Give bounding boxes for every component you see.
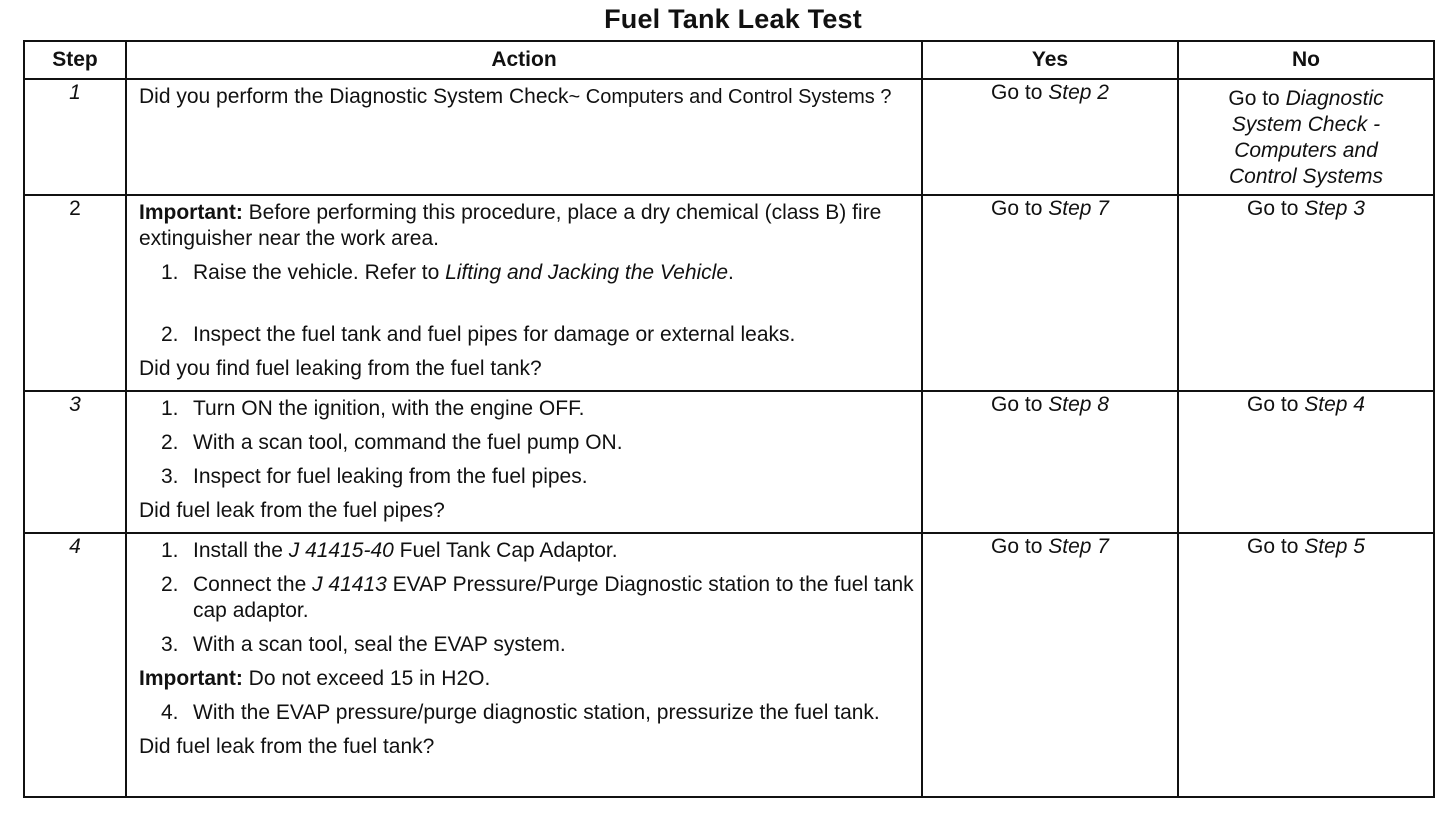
step-number: 1 (24, 79, 126, 195)
tool-reference: J 41415-40 (288, 539, 394, 563)
no-link[interactable]: Step 4 (1304, 393, 1365, 417)
list-item: 3. With a scan tool, seal the EVAP system. (161, 633, 566, 657)
page-title: Fuel Tank Leak Test (604, 4, 862, 34)
no-cell: Go to Step 5 (1178, 533, 1434, 797)
list-item: 1. Install the J 41415-40 Fuel Tank Cap Adaptor. (161, 539, 618, 563)
list-item: 4. With the EVAP pressure/purge diagnostic station, pressurize the fuel tank. (161, 701, 880, 725)
question-text: Did fuel leak from the fuel pipes? (139, 499, 445, 523)
important-note: Important: Before performing this procedure, place a dry chemical (class B) fire extinguisher near the work area. (139, 201, 882, 251)
no-link[interactable]: Step 5 (1304, 535, 1365, 559)
action-text: Did you perform the Diagnostic System Check~ Computers and Control Systems ? (139, 85, 892, 108)
question-text: Did fuel leak from the fuel tank? (139, 735, 435, 759)
yes-cell: Go to Step 2 (922, 79, 1178, 195)
no-link[interactable]: Diagnostic (1285, 87, 1384, 110)
reference-link[interactable]: Lifting and Jacking the Vehicle (445, 261, 729, 285)
header-action: Action (126, 41, 922, 79)
list-item: 2. With a scan tool, command the fuel pump ON. (161, 431, 623, 455)
action-cell (126, 391, 922, 533)
table-row-step-3 (24, 391, 1434, 533)
no-link-line[interactable]: System Check - (1231, 113, 1381, 137)
no-cell: Go to Step 4 (1178, 391, 1434, 533)
tool-reference: J 41413 (312, 573, 387, 597)
yes-cell: Go to Step 8 (922, 391, 1178, 533)
table-row-step-4 (24, 533, 1434, 797)
table-row-step-1 (24, 79, 1434, 195)
action-cell (126, 79, 922, 195)
no-cell: Go to Diagnostic System Check - Computers and Control Systems (1178, 79, 1434, 195)
no-link-line[interactable]: Computers and (1234, 139, 1378, 163)
yes-link[interactable]: Step 7 (1048, 197, 1109, 221)
step-number: 3 (24, 391, 126, 533)
yes-link[interactable]: Step 7 (1048, 535, 1109, 559)
header-no: No (1178, 41, 1434, 79)
important-note: Important: Do not exceed 15 in H2O. (139, 667, 491, 691)
action-cell (126, 533, 922, 797)
step-number: 4 (24, 533, 126, 797)
no-link[interactable]: Step 3 (1304, 197, 1365, 221)
header-step: Step (24, 41, 126, 79)
list-item: 1. Raise the vehicle. Refer to Lifting and Jacking the Vehicle. (161, 261, 734, 285)
yes-link[interactable]: Step 2 (1048, 81, 1109, 104)
no-cell: Go to Step 3 (1178, 195, 1434, 391)
action-cell (126, 195, 922, 391)
yes-cell: Go to Step 7 (922, 533, 1178, 797)
yes-cell: Go to Step 7 (922, 195, 1178, 391)
header-yes: Yes (922, 41, 1178, 79)
header-row (24, 41, 1434, 79)
list-item: 2. Connect the J 41413 EVAP Pressure/Purge Diagnostic station to the fuel tank cap adaptor. (161, 573, 914, 623)
question-text: Did you find fuel leaking from the fuel tank? (139, 357, 542, 381)
list-item: 3. Inspect for fuel leaking from the fuel pipes. (161, 465, 588, 489)
step-number: 2 (24, 195, 126, 391)
no-link-line[interactable]: Control Systems (1228, 165, 1384, 189)
table-row-step-2 (24, 195, 1434, 391)
yes-link[interactable]: Step 8 (1048, 393, 1109, 417)
list-item: 2. Inspect the fuel tank and fuel pipes for damage or external leaks. (161, 323, 796, 347)
diagnostic-table (23, 40, 1435, 798)
list-item: 1. Turn ON the ignition, with the engine OFF. (161, 397, 585, 421)
